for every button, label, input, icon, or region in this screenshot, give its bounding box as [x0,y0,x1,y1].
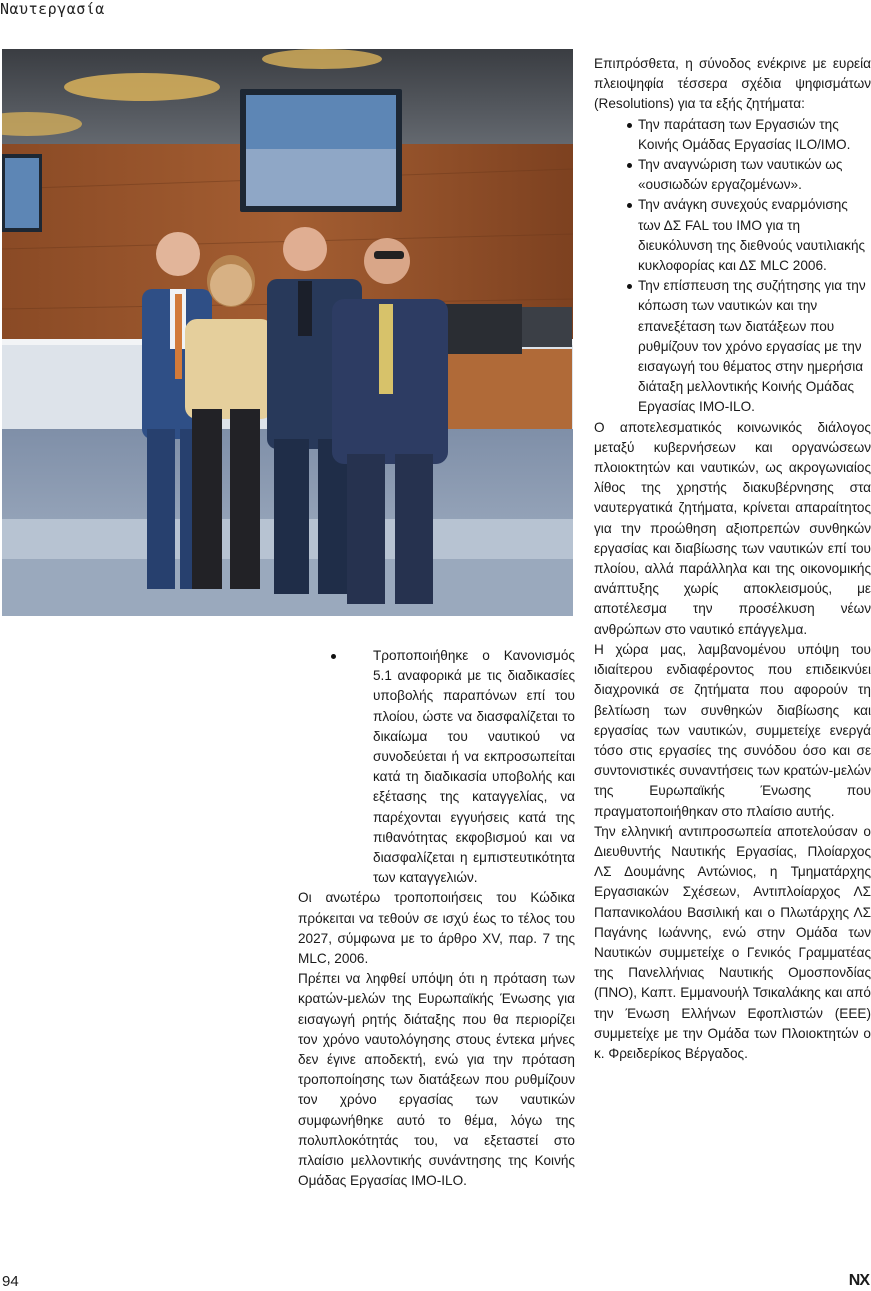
section-header: Ναυτεργασία [0,0,105,18]
resolutions-list [594,115,871,418]
page-number: 94 [2,1273,19,1290]
bullet-icon [331,654,336,659]
list-item: Την επίσπευση της συζήτησης για την κόπωση των ναυτικών και την επανεξέταση των διατάξεων που ρυθμίζουν τον χρόνο εργασίας με την εισαγωγή του θέματος στην ημερήσια διάταξη μελλοντικής Κοινής Ομάδας Εργασίας IMO-ILO. [594,276,871,417]
bullet-icon [627,163,632,168]
magazine-logo: NX [848,1272,869,1289]
bullet-icon [627,203,632,208]
right-column [594,54,871,1064]
list-item: Την ανάγκη συνεχούς εναρμόνισης των ΔΣ FAL του IMO για τη διευκόλυνση της διεθνούς ναυτιλιακής κυκλοφορίας και ΔΣ MLC 2006. [594,195,871,276]
list-item: Την αναγνώριση των ναυτικών ως «ουσιωδών εργαζομένων». [594,155,871,195]
middle-column [298,646,575,1191]
list-item: Τροποποιήθηκε ο Κανονισμός 5.1 αναφορικά με τις διαδικασίες υποβολής παραπόνων επί του πλοίου, ώστε να διασφαλίζεται το δικαίωμα του ναυτικού να συνοδεύεται ή να εκπροσωπείται κατά τη διαδικασία υποβολής και εξέτασης της καταγγελίας, να παρέχονται εγγυήσεις κατά της πιθανότητας εκφοβισμού και να διασφαλίζεται η εμπιστευτικότητα των καταγγελιών. [298,646,575,888]
country-participation-paragraph: Η χώρα μας, λαμβανομένου υπόψη του ιδιαίτερου ενδιαφέροντος που επιδεικνύει διαχρονικά σε ζητήματα που αφορούν τη βελτίωση των συνθηκών διαβίωσης και εργασίας των ναυτικών, συμμετείχε ενεργά τόσο στις εργασίες της συνόδου όσο και σε συντονιστικές συναντήσεις των κρατών-μελών της Ευρωπαϊκής Ένωσης που πραγματοποιήθηκαν στο πλαίσιο αυτής. [594,641,871,819]
social-dialogue-paragraph: Ο αποτελεσματικός κοινωνικός διάλογος μεταξύ κυβερνήσεων και οργανώσεων πλοιοκτητών και ναυτικών, ως ακρογωνιαίος λίθος της χρηστής διακυβέρνησης στα ναυτεργατικά ζητήματα, κρίνεται απαραίτητος για την προώθηση αξιοπρεπών συνθηκών εργασίας και διαβίωσης των ναυτικών επί του πλοίου, αλλά παράλληλα και της οικονομικής ανάπτυξης χωρίς αποκλεισμούς, με αποτέλεσμα την προσέλκυση νέων ανθρώπων στο ναυτικό επάγγελμα. [594,419,871,637]
amendments-list [298,646,575,888]
eu-proposal-paragraph: Πρέπει να ληφθεί υπόψη ότι η πρόταση των κρατών-μελών της Ευρωπαϊκής Ένωσης για εισαγωγή ρητής διάταξης που θα περιορίζει τον χρόνο ναυτολόγησης στους έντεκα μήνες δεν έγινε αποδεκτή, ενώ για την πρόταση τροποποίησης των διατάξεων που ρυθμίζουν τον χρόνο εργασίας των ναυτικών συμφωνήθηκε αυτό το θέμα, λόγω της πολυπλοκότητάς του, να εξεταστεί στο πλαίσιο μελλοντικής συνάντησης της Κοινής Ομάδας Εργασίας IMO-ILO. [298,971,575,1189]
delegation-paragraph: Την ελληνική αντιπροσωπεία αποτελούσαν ο Διευθυντής Ναυτικής Εργασίας, Πλοίαρχος ΛΣ Δουμάνης Αντώνιος, η Τμηματάρχης Εργασιακών Σχέσεων, Αντιπλοίαρχος ΛΣ Παπανικολάου Βασιλική και ο Πλωτάρχης ΛΣ Παγάνης Ιωάννης, ενώ στην Ομάδα των Ναυτικών συμμετείχε ο Γενικός Γραμματέας της Πανελλήνιας Ναυτικής Ομοσπονδίας (ΠΝΟ), Καπτ. Εμμανουήλ Τσικαλάκης και από την Ένωση Ελλήνων Εφοπλιστών (ΕΕΕ) συμμετείχε με την Ομάδα των Πλοιοκτητών ο κ. Φρειδερίκος Βέργαδος. [594,823,871,1061]
list-item: Την παράταση των Εργασιών της Κοινής Ομάδας Εργασίας ILO/IMO. [594,115,871,155]
resolutions-intro: Επιπρόσθετα, η σύνοδος ενέκρινε με ευρεία πλειοψηφία τέσσερα σχέδια ψηφισμάτων (Resolutions) για τα εξής ζητήματα: [594,56,871,112]
delegation-photo [2,49,573,616]
bullet-icon [627,284,632,289]
bullet-icon [627,123,632,128]
entry-into-force-paragraph: Οι ανωτέρω τροποποιήσεις του Κώδικα πρόκειται να τεθούν σε ισχύ έως το τέλος του 2027, σύμφωνα με το άρθρο XV, παρ. 7 της MLC, 2006. [298,890,575,967]
